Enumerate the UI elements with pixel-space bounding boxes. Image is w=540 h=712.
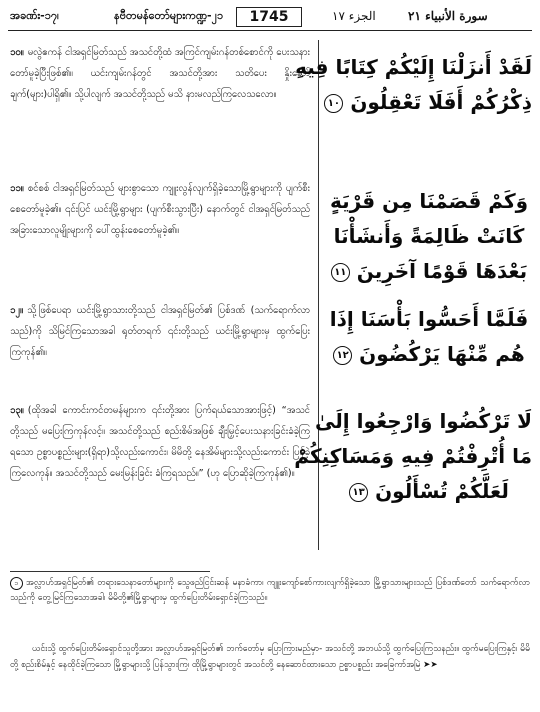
arabic-line: وَكَمْ قَصَمْنَا مِن قَرْيَةٍ xyxy=(329,189,529,213)
verse-number: ၁၃။ xyxy=(10,405,24,416)
verse-translation xyxy=(10,178,310,241)
arabic-line: فَلَمَّا أَحَسُّوا بَأْسَنَا إِذَا xyxy=(329,307,529,331)
footnote-text: အလ္လာဟ်အရှင်မြတ်၏ တရားသေနာတော်များကို သွေဖည်ငြင်းဆန် မနာခံကာ၊ ကျူးကျော်စော်ကားလျက်ရှိခဲ့သော မြို့ရွာသားများသည် ပြစ်ဒဏ်တော် သက်ရောက်လာသည်ကို တွေ့မြင်ကြသောအခါ၊ မိမိတို့၏မြို့ရွာများမှ ထွက်ပြေးတိမ်းရှောင်ခဲ့ကြသည်။ xyxy=(10,578,530,603)
commentary-paragraph: ယင်းသို့ ထွက်ပြေးတိမ်းရှောင်သူတို့အား အလ္လာဟ်အရှင်မြတ်၏ ဘက်တော်မှ ပြောကြားမည်မှာ- အသင်တို့ အဘယ်သို့ ထွက်ပြေးကြသနည်း။ ထွက်မပြေးကြနှင့်၊ မိမိတို့ စည်းစိမ်နှင့် နေထိုင်ခဲ့ကြသော မြို့ရွာများသို့ ပြန်သွားကြ၊ ထိုမြို့ရွာများတွင် အသင်တို့ နေဆောင်ထားသော ဥစ္စာပစ္စည်း အခြေကာ်အမြဲ ➤➤ xyxy=(10,644,530,670)
verse-end-marker: ١٠ xyxy=(324,94,343,113)
verse-translation xyxy=(10,42,310,105)
arabic-line: مَا أُتْرِفْتُمْ فِيهِ وَمَسَاكِنِكُمْ xyxy=(294,444,532,468)
arabic-verse xyxy=(326,184,532,289)
footnote-marker: ၁ xyxy=(10,577,23,590)
page-header xyxy=(8,6,532,31)
footnote-rule xyxy=(10,571,210,572)
verse-number: ၁၁။ xyxy=(10,183,24,194)
verse-translation xyxy=(10,300,310,363)
verse-end-marker: ١٢ xyxy=(333,346,352,365)
juz-label: الجزء ١٧ xyxy=(332,9,376,23)
arabic-line: ذِكْرُكُمْ أَفَلَا تَعْقِلُونَ xyxy=(350,90,532,114)
verse-translation xyxy=(10,400,310,484)
arabic-line: لَا تَرْكُضُوا وَارْجِعُوا إِلَىٰ xyxy=(315,409,532,433)
verse-number: ၁၀။ xyxy=(10,47,24,58)
translation-text: မလွဲဧကန် ငါအရှင်မြတ်သည် အသင်တို့ထံ အကြင်ကျမ်းဂန်တစ်စောင်ကို ပေးသနားတော်မူခဲ့ပြီးဖြစ်၏။ ယင်းကျမ်းဂန်တွင် အသင်တို့အား သတိပေး နှိုးဆော်ချက်(များ)ပါရှိ၏။ သို့ပါလျက် အသင်တို့သည် မသိ နားမလည်ကြလေသလော။ xyxy=(10,47,310,100)
chapter-label: အခဏ်း-၁၇၊ xyxy=(10,9,59,22)
arabic-verse xyxy=(294,404,532,509)
translation-text: သို့ဖြစ်ပေရာ ယင်းမြို့ရွာသားတို့သည် ငါအရှင်မြတ်၏ ပြစ်ဒဏ် (သက်ရောက်လာသည်)ကို သိမြင်ကြသောအခါ ရုတ်တရက် ၎င်းတို့သည် ယင်းမြို့ရွာများမှ ထွက်ပြေးကြကုန်၏။ xyxy=(10,305,310,358)
arabic-line: لَقَدْ أَنزَلْنَا إِلَيْكُمْ كِتَابًا فِيهِ xyxy=(295,55,532,79)
arabic-line: بَعْدَهَا قَوْمًا آخَرِينَ xyxy=(356,259,528,283)
page-number: 1745 xyxy=(236,7,302,27)
translation-text: စင်စစ် ငါအရှင်မြတ်သည် များစွာသော ကျူးလွန်လျက်ရှိခဲ့သောမြို့ရွာများကို ပျက်စီးစေတော်မူခဲ့၏။ ၎င်းပြင် ယင်းမြို့ရွာများ (ပျက်စီးသွားပြီး) နောက်တွင် ငါအရှင်မြတ်သည် အခြားသောလူမျိုးများကို ပေါ်ထွန်းစေတော်မူခဲ့၏။ xyxy=(10,183,310,236)
section-title: နဗီတမန်တော်များကဏ္ဍ-၂၁ xyxy=(114,9,224,22)
surah-label: سورة الأنبياء ٢١ xyxy=(408,9,488,23)
arabic-line: لَعَلَّكُمْ تُسْأَلُونَ xyxy=(375,479,509,503)
arabic-line: كَانَتْ ظَالِمَةً وَأَنشَأْنَا xyxy=(333,224,525,248)
verse-end-marker: ١١ xyxy=(331,263,350,282)
footnote xyxy=(10,576,530,606)
translation-text: (ထိုအခါ ကောင်းကင်တမန်များက ၎င်းတို့အား ပြက်ရယ်သောအားဖြင့်) “အသင်တို့သည် မပြေးကြကုန်လင့်။ အသင်တို့သည် စည်းစိမ်အဖြစ် ချီးမြှင့်ပေးသနားခြင်းခံခဲ့ကြရသော ဥစ္စာပစ္စည်းများ(ရှိရာ)သို့လည်းကောင်း၊ မိမိတို့ နေအိမ်များသို့လည်းကောင်း ပြန်ခဲ့ကြလေကုန်။ အသင်တို့သည် မေးမြန်းခြင်း ခံကြရသည်။” (ဟု ပြောဆိုခဲ့ကြကုန်၏)။ xyxy=(10,405,310,479)
arabic-line: هُم مِّنْهَا يَرْكُضُونَ xyxy=(359,342,525,366)
verse-end-marker: ١٣ xyxy=(349,483,368,502)
verse-number: ၁၂။ xyxy=(10,305,24,316)
arabic-verse xyxy=(326,302,532,372)
arabic-verse xyxy=(295,50,532,120)
